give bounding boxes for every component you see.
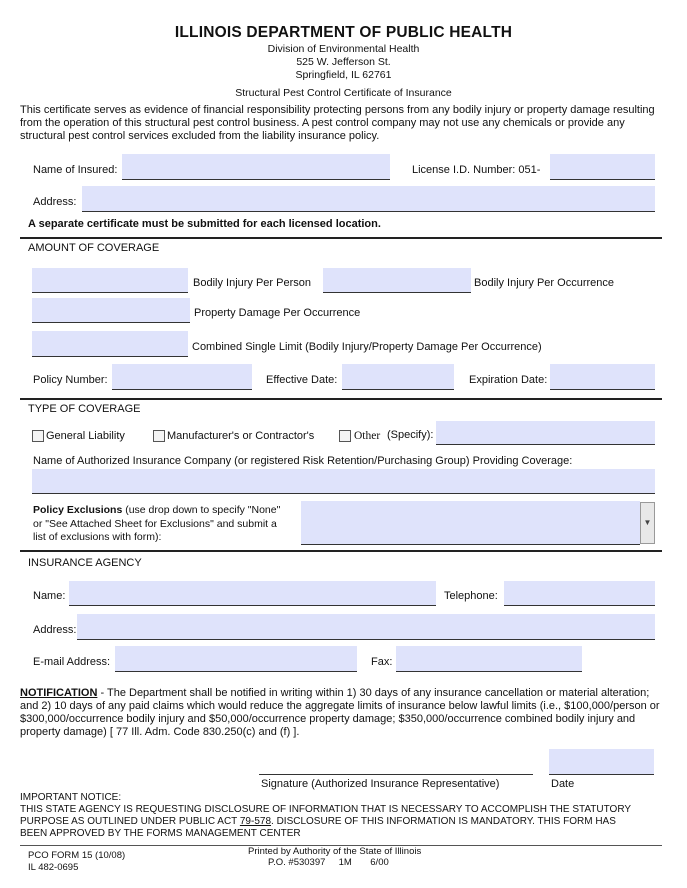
public-act-link: 79-578 — [239, 816, 272, 827]
notification-heading: NOTIFICATION — [20, 687, 98, 699]
policy-exclusions-text-1: (use drop down to specify "None" — [122, 504, 281, 516]
effective-date-label: Effective Date: — [266, 374, 338, 386]
policy-exclusions-label — [33, 504, 303, 545]
important-notice-line-1: THIS STATE AGENCY IS REQUESTING DISCLOSURE OF INFORMATION THAT IS NECESSARY TO ACCOMPLISH THE STATUTORY — [20, 804, 632, 815]
signature-line[interactable] — [259, 774, 533, 775]
notification-text: - The Department shall be notified in writing within 1) 30 days of any insurance cancellation or material alteration; and 2) 10 days of any paid claims which would reduce the aggregate limits of insurance below lawful limits (i.e., $100,000/person or $300,000/occurrence bodily injury and $50,000/occurrence property damage; $350,000/occurrence combined bodily injury and property damage) [ 77 Ill. Adm. Code 830.250(c) and (f) ]. — [20, 687, 660, 738]
page-title: ILLINOIS DEPARTMENT OF PUBLIC HEALTH — [174, 24, 513, 41]
section-divider — [20, 398, 662, 400]
other-label: Other — [354, 430, 381, 442]
important-notice-heading: IMPORTANT NOTICE: — [20, 792, 122, 803]
bodily-injury-per-occurrence-label: Bodily Injury Per Occurrence — [474, 277, 614, 289]
policy-number-label: Policy Number: — [33, 374, 108, 386]
agency-section-title: INSURANCE AGENCY — [28, 557, 142, 569]
agency-fax-label: Fax: — [371, 656, 393, 668]
policy-exclusions-heading: Policy Exclusions — [33, 504, 123, 516]
agency-telephone-label: Telephone: — [444, 590, 498, 602]
general-liability-checkbox[interactable] — [32, 430, 44, 442]
section-divider — [20, 237, 662, 239]
combined-single-limit-field[interactable] — [32, 331, 188, 357]
signature-label: Signature (Authorized Insurance Representative) — [261, 778, 500, 790]
form-title: Structural Pest Control Certificate of Insurance — [235, 87, 452, 99]
chevron-down-icon[interactable]: ▼ — [640, 502, 655, 544]
agency-address-field[interactable] — [77, 614, 655, 640]
agency-name-field[interactable] — [69, 581, 436, 606]
combined-single-limit-label: Combined Single Limit (Bodily Injury/Property Damage Per Occurrence) — [192, 341, 542, 353]
bodily-injury-per-person-label: Bodily Injury Per Person — [193, 277, 311, 289]
po-number: P.O. #530397 1M 6/00 — [268, 857, 389, 868]
manufacturers-label: Manufacturer's or Contractor's — [167, 430, 315, 442]
important-notice — [20, 792, 660, 840]
agency-fax-field[interactable] — [396, 646, 582, 672]
agency-address-label: Address: — [33, 624, 77, 636]
street-address: 525 W. Jefferson St. — [296, 56, 391, 68]
insurance-company-field[interactable] — [32, 469, 655, 494]
insured-address-field[interactable] — [82, 186, 655, 212]
property-damage-field[interactable] — [32, 298, 190, 323]
general-liability-label: General Liability — [46, 430, 125, 442]
effective-date-field[interactable] — [342, 364, 454, 390]
license-label: License I.D. Number: 051- — [412, 164, 541, 176]
expiration-date-label: Expiration Date: — [469, 374, 548, 386]
printed-by: Printed by Authority of the State of Illinois — [248, 846, 422, 857]
date-line — [549, 774, 654, 775]
policy-number-field[interactable] — [112, 364, 252, 390]
expiration-date-field[interactable] — [550, 364, 655, 390]
separate-certificate-note: A separate certificate must be submitted for each licensed location. — [28, 218, 381, 230]
license-number-field[interactable] — [550, 154, 655, 180]
date-label: Date — [551, 778, 575, 790]
date-field[interactable] — [549, 749, 654, 774]
type-section-title: TYPE OF COVERAGE — [28, 403, 141, 415]
agency-telephone-field[interactable] — [504, 581, 655, 606]
other-specify-field[interactable] — [436, 421, 655, 445]
insured-name-label: Name of Insured: — [33, 164, 118, 176]
agency-email-label: E-mail Address: — [33, 656, 111, 668]
important-notice-line-3: BEEN APPROVED BY THE FORMS MANAGEMENT CENTER — [20, 828, 301, 839]
bodily-injury-per-occurrence-field[interactable] — [323, 268, 471, 293]
policy-exclusions-text-2: or "See Attached Sheet for Exclusions" and submit a — [33, 517, 277, 530]
division-name: Division of Environmental Health — [267, 43, 420, 55]
agency-email-field[interactable] — [115, 646, 357, 672]
section-divider — [20, 550, 662, 552]
other-checkbox[interactable] — [339, 430, 351, 442]
specify-label: (Specify): — [387, 429, 434, 441]
intro-paragraph: This certificate serves as evidence of financial responsibility protecting persons from any bodily injury or property damage resulting from the operation of this structural pest control business. A pest control company may not use any chemicals or provide any structural pest control services excluded from the liability insurance policy. — [20, 104, 655, 142]
important-notice-text: PURPOSE AS OUTLINED UNDER PUBLIC ACT — [20, 816, 240, 827]
insured-address-label: Address: — [33, 196, 77, 208]
important-notice-line-2 — [20, 816, 660, 828]
property-damage-label: Property Damage Per Occurrence — [194, 307, 361, 319]
agency-name-label: Name: — [33, 590, 66, 602]
notification-paragraph — [20, 687, 660, 739]
il-number: IL 482-0695 — [28, 862, 79, 873]
policy-exclusions-dropdown[interactable] — [301, 501, 640, 545]
city-address: Springfield, IL 62761 — [295, 69, 392, 81]
form-number: PCO FORM 15 (10/08) — [28, 850, 126, 861]
insurance-company-label: Name of Authorized Insurance Company (or registered Risk Retention/Purchasing Group) Providing Coverage: — [33, 455, 573, 467]
important-notice-text: . DISCLOSURE OF THIS INFORMATION IS MANDATORY. THIS FORM HAS — [271, 816, 616, 827]
policy-exclusions-text-3: list of exclusions with form): — [33, 531, 162, 543]
bodily-injury-per-person-field[interactable] — [32, 268, 188, 293]
insured-name-field[interactable] — [122, 154, 390, 180]
coverage-section-title: AMOUNT OF COVERAGE — [28, 242, 160, 254]
manufacturers-checkbox[interactable] — [153, 430, 165, 442]
